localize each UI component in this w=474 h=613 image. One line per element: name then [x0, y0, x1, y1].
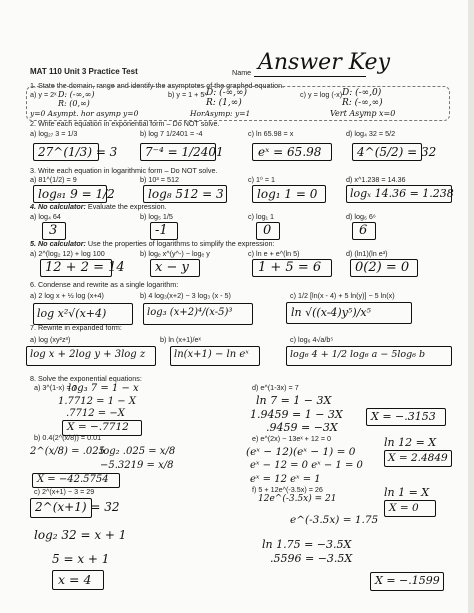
q5b-label: b) logₑ x^(y^-) − logₑ y [140, 249, 210, 258]
q4d-label: d) log₆ 6⁶ [346, 212, 376, 221]
q8d-answer: X = −.3153 [371, 410, 436, 423]
q4-instruction-rest: Evaluate the expression. [87, 202, 167, 211]
q7a-answer-box [26, 346, 156, 366]
q8b-work-1: 2^(x/8) = .025 [30, 446, 105, 457]
q1b-domain: D: (-∞,∞) [206, 88, 248, 98]
q3d-answer-box [346, 185, 452, 203]
q5-instruction-rest: Use the properties of logarithms to simplify the expression: [87, 239, 275, 248]
q8b-work-2: log₂ .025 = x/8 [100, 446, 176, 457]
q3d-label: d) x^1.238 = 14.36 [346, 175, 406, 184]
q2-instruction: 2. Write each equation in exponential form – Do NOT solve. [30, 119, 220, 128]
q1a-asymptote: y=0 Asympt. hor asymp y=0 [30, 109, 139, 118]
q8e-work-3: eˣ = 12 eˣ = 1 [250, 474, 321, 485]
q2c-label: c) ln 65.98 = x [248, 129, 294, 138]
q2a-answer-box [33, 143, 118, 161]
q2a-answer: 27^(1/3) = 3 [38, 145, 118, 159]
q6b-answer: log₃ (x+2)⁴/(x-5)³ [147, 307, 233, 318]
q8e-answer-2: ln 1 = X [384, 486, 430, 499]
q1c-range: R: (-∞,∞) [342, 98, 383, 108]
q8b-work-3: −5.3219 = x/8 [100, 460, 174, 471]
worksheet-title: MAT 110 Unit 3 Practice Test [30, 67, 138, 76]
q6c-answer-box [286, 302, 412, 324]
q3b-answer: log₈ 512 = 3 [148, 187, 224, 201]
q6b-answer-box [143, 303, 253, 325]
q8d-work-3: .9459 = −3X [266, 421, 338, 434]
q4b-answer-box [150, 222, 178, 240]
q7b-label: b) ln (x+1)/eˣ [160, 335, 201, 344]
name-underline [254, 76, 366, 77]
q8a-work-2: 1.7712 = 1 − X [58, 396, 136, 407]
q5b-answer-box [150, 259, 200, 277]
q8e-answer-1: ln 12 = X [384, 436, 437, 449]
page-edge [468, 0, 474, 613]
q8d-label: d) e^(1-3x) = 7 [252, 383, 299, 392]
q8f-answer-box [370, 572, 444, 591]
q8e-answer-1b-box [384, 450, 452, 467]
q8b-answer-box [32, 473, 120, 488]
q3c-label: c) 1⁰ = 1 [248, 175, 276, 184]
q8a-work-1: log₃ 7 = 1 − x [68, 383, 139, 394]
q4c-answer-box [256, 222, 280, 240]
q8f-label: f) 5 + 12e^(-3.5x) = 26 [252, 485, 323, 494]
q5a-answer: 12 + 2 = 14 [45, 260, 125, 275]
q3c-answer: log₁ 1 = 0 [257, 187, 318, 201]
q1c-label: c) y = log (-x) [300, 90, 343, 99]
q8d-answer-box [366, 408, 446, 426]
q1-scribble-outline [26, 86, 450, 121]
q2d-label: d) log₄ 32 = 5/2 [346, 129, 396, 138]
name-label: Name [232, 68, 252, 77]
q2b-answer: 7⁻⁴ = 1/2401 [145, 145, 224, 159]
q8f-work-2: e^(-3.5x) = 1.75 [290, 514, 379, 526]
q1c-asymptote: Vert Asymp x=0 [330, 109, 396, 118]
q5-instruction [30, 240, 274, 248]
q5b-answer: x − y [155, 260, 189, 275]
q6a-answer: log x²√(x+4) [37, 307, 107, 320]
q4c-label: c) log₁ 1 [248, 212, 274, 221]
q6-instruction: 6. Condense and rewrite as a single logarithm: [30, 280, 179, 289]
q6a-label: a) 2 log x + ½ log (x+4) [30, 291, 104, 300]
q5c-answer: 1 + 5 = 6 [258, 260, 322, 275]
q8c-work-2: log₂ 32 = x + 1 [34, 528, 127, 542]
q5a-label: a) 2^(log₂ 12) + log 100 [30, 249, 105, 258]
q1b-range: R: (1,∞) [206, 98, 242, 108]
q4d-answer-box [352, 222, 376, 240]
q6a-answer-box [33, 303, 133, 325]
q3b-label: b) 10³ = 512 [140, 175, 179, 184]
q5a-answer-box [40, 259, 125, 277]
q2a-label: a) log₂₇ 3 = 1/3 [30, 129, 78, 138]
q8e-answer-1b: X = 2.4849 [388, 452, 448, 464]
q3a-answer-box [33, 185, 115, 203]
q8b-label: b) 0.4(2^(x/8)) = 0.01 [34, 433, 102, 442]
q8a-label: a) 3^(1-x) = 7 [34, 383, 77, 392]
q1c-domain: D: (-∞,0) [342, 88, 382, 98]
q3b-answer-box [143, 185, 227, 203]
q1a-label: a) y = 2ˣ [30, 90, 57, 99]
q7c-answer-box [286, 346, 452, 366]
q5c-answer-box [252, 259, 332, 277]
q6c-answer: ln √((x-4)y⁵)/x⁵ [291, 306, 371, 319]
q5d-answer: 0(2) = 0 [355, 260, 410, 275]
q8f-answer: X = −.1599 [375, 574, 440, 587]
q8c-label: c) 2^(x+1) − 3 = 29 [34, 487, 95, 496]
q1b-label: b) y = 1 + 5ˣ [168, 90, 207, 99]
q8e-work-2: eˣ − 12 = 0 eˣ − 1 = 0 [250, 460, 363, 471]
q6c-label: c) 1/2 [ln(x - 4) + 5 ln(y)] − 5 ln(x) [290, 291, 395, 300]
q2d-answer-box [352, 143, 437, 161]
q4-instruction-bold: 4. No calculator: [30, 202, 86, 211]
q2b-answer-box [140, 143, 224, 161]
q8e-work-1: (eˣ − 12)(eˣ − 1) = 0 [246, 446, 356, 458]
q8f-work-1: 12e^(-3.5x) = 21 [258, 494, 337, 504]
q8a-answer: X = −.7712 [67, 421, 129, 433]
q5-instruction-bold: 5. No calculator: [30, 239, 86, 248]
q5d-label: d) (ln1)(ln e³) [346, 249, 388, 258]
q2d-answer: 4^(5/2) = 32 [357, 145, 437, 159]
q4b-label: b) log₅ 1/5 [140, 212, 173, 221]
q6b-label: b) 4 log₃(x+2) − 3 log₃ (x - 5) [140, 291, 231, 300]
q2b-label: b) log 7 1/2401 = -4 [140, 129, 203, 138]
q4a-label: a) log₄ 64 [30, 212, 61, 221]
q1b-asymptote: HorAsymp: y=1 [190, 109, 251, 118]
q7a-label: a) log (xy²z³) [30, 335, 71, 344]
q3-instruction: 3. Write each equation in logarithmic form – Do NOT solve. [30, 166, 218, 175]
q2c-answer-box [252, 143, 332, 161]
q7c-answer: log₆ 4 + 1/2 log₆ a − 5log₆ b [290, 349, 426, 360]
q7c-label: c) log₆ 4√a/b⁵ [290, 335, 334, 344]
q7-instruction: 7. Rewrite in expanded form: [30, 323, 122, 332]
q4c-answer: 0 [263, 223, 272, 238]
q8c-work-3: 5 = x + 1 [52, 552, 110, 566]
q8a-work-3: .7712 = −X [66, 408, 125, 419]
q5c-label: c) ln e + e^(ln 5) [248, 249, 300, 258]
q8d-work-1: ln 7 = 1 − 3X [256, 394, 332, 407]
q4d-answer: 6 [359, 223, 368, 238]
q5d-answer-box [350, 259, 418, 277]
q7b-answer-box [170, 346, 260, 366]
q4a-answer: 3 [49, 223, 58, 238]
q8c-answer: x = 4 [58, 572, 92, 587]
q1a-domain: D: (-∞,∞) [58, 90, 95, 99]
q8f-work-4: .5596 = −3.5X [270, 552, 353, 565]
q3a-label: a) 81^(1/2) = 9 [30, 175, 77, 184]
q8e-answer-2b: X = 0 [389, 502, 419, 514]
q8b-answer: X = −42.5754 [37, 474, 109, 485]
q8e-label: e) e^(2x) − 13eˣ + 12 = 0 [252, 434, 332, 443]
q3a-answer: log₈₁ 9 = 1/2 [38, 187, 115, 201]
q8e-answer-2b-box [384, 500, 436, 517]
q1-instruction: 1. State the domain, range and identify the asymptotes of the graphed equation. [30, 81, 285, 90]
q7a-answer: log x + 2log y + 3log z [30, 349, 146, 360]
q4b-answer: -1 [155, 223, 168, 238]
q8c-answer-box [52, 570, 104, 590]
q4-instruction [30, 203, 167, 211]
q8f-work-3: ln 1.75 = −3.5X [262, 538, 352, 551]
name-answer-key: Answer Key [258, 50, 390, 75]
q3d-answer: logₓ 14.36 = 1.238 [350, 187, 454, 200]
q8c-work-1-box [30, 498, 120, 518]
q7b-answer: ln(x+1) − ln eˣ [174, 349, 249, 360]
q8d-work-2: 1.9459 = 1 − 3X [250, 408, 343, 421]
q2c-answer: eˣ = 65.98 [258, 145, 322, 159]
q8-instruction: 8. Solve the exponential equations: [30, 374, 142, 383]
q4a-answer-box [42, 222, 66, 240]
q8c-work-1: 2^(x+1) = 32 [35, 500, 120, 514]
q3c-answer-box [252, 185, 326, 203]
q1a-range: R: (0,∞) [58, 99, 90, 108]
